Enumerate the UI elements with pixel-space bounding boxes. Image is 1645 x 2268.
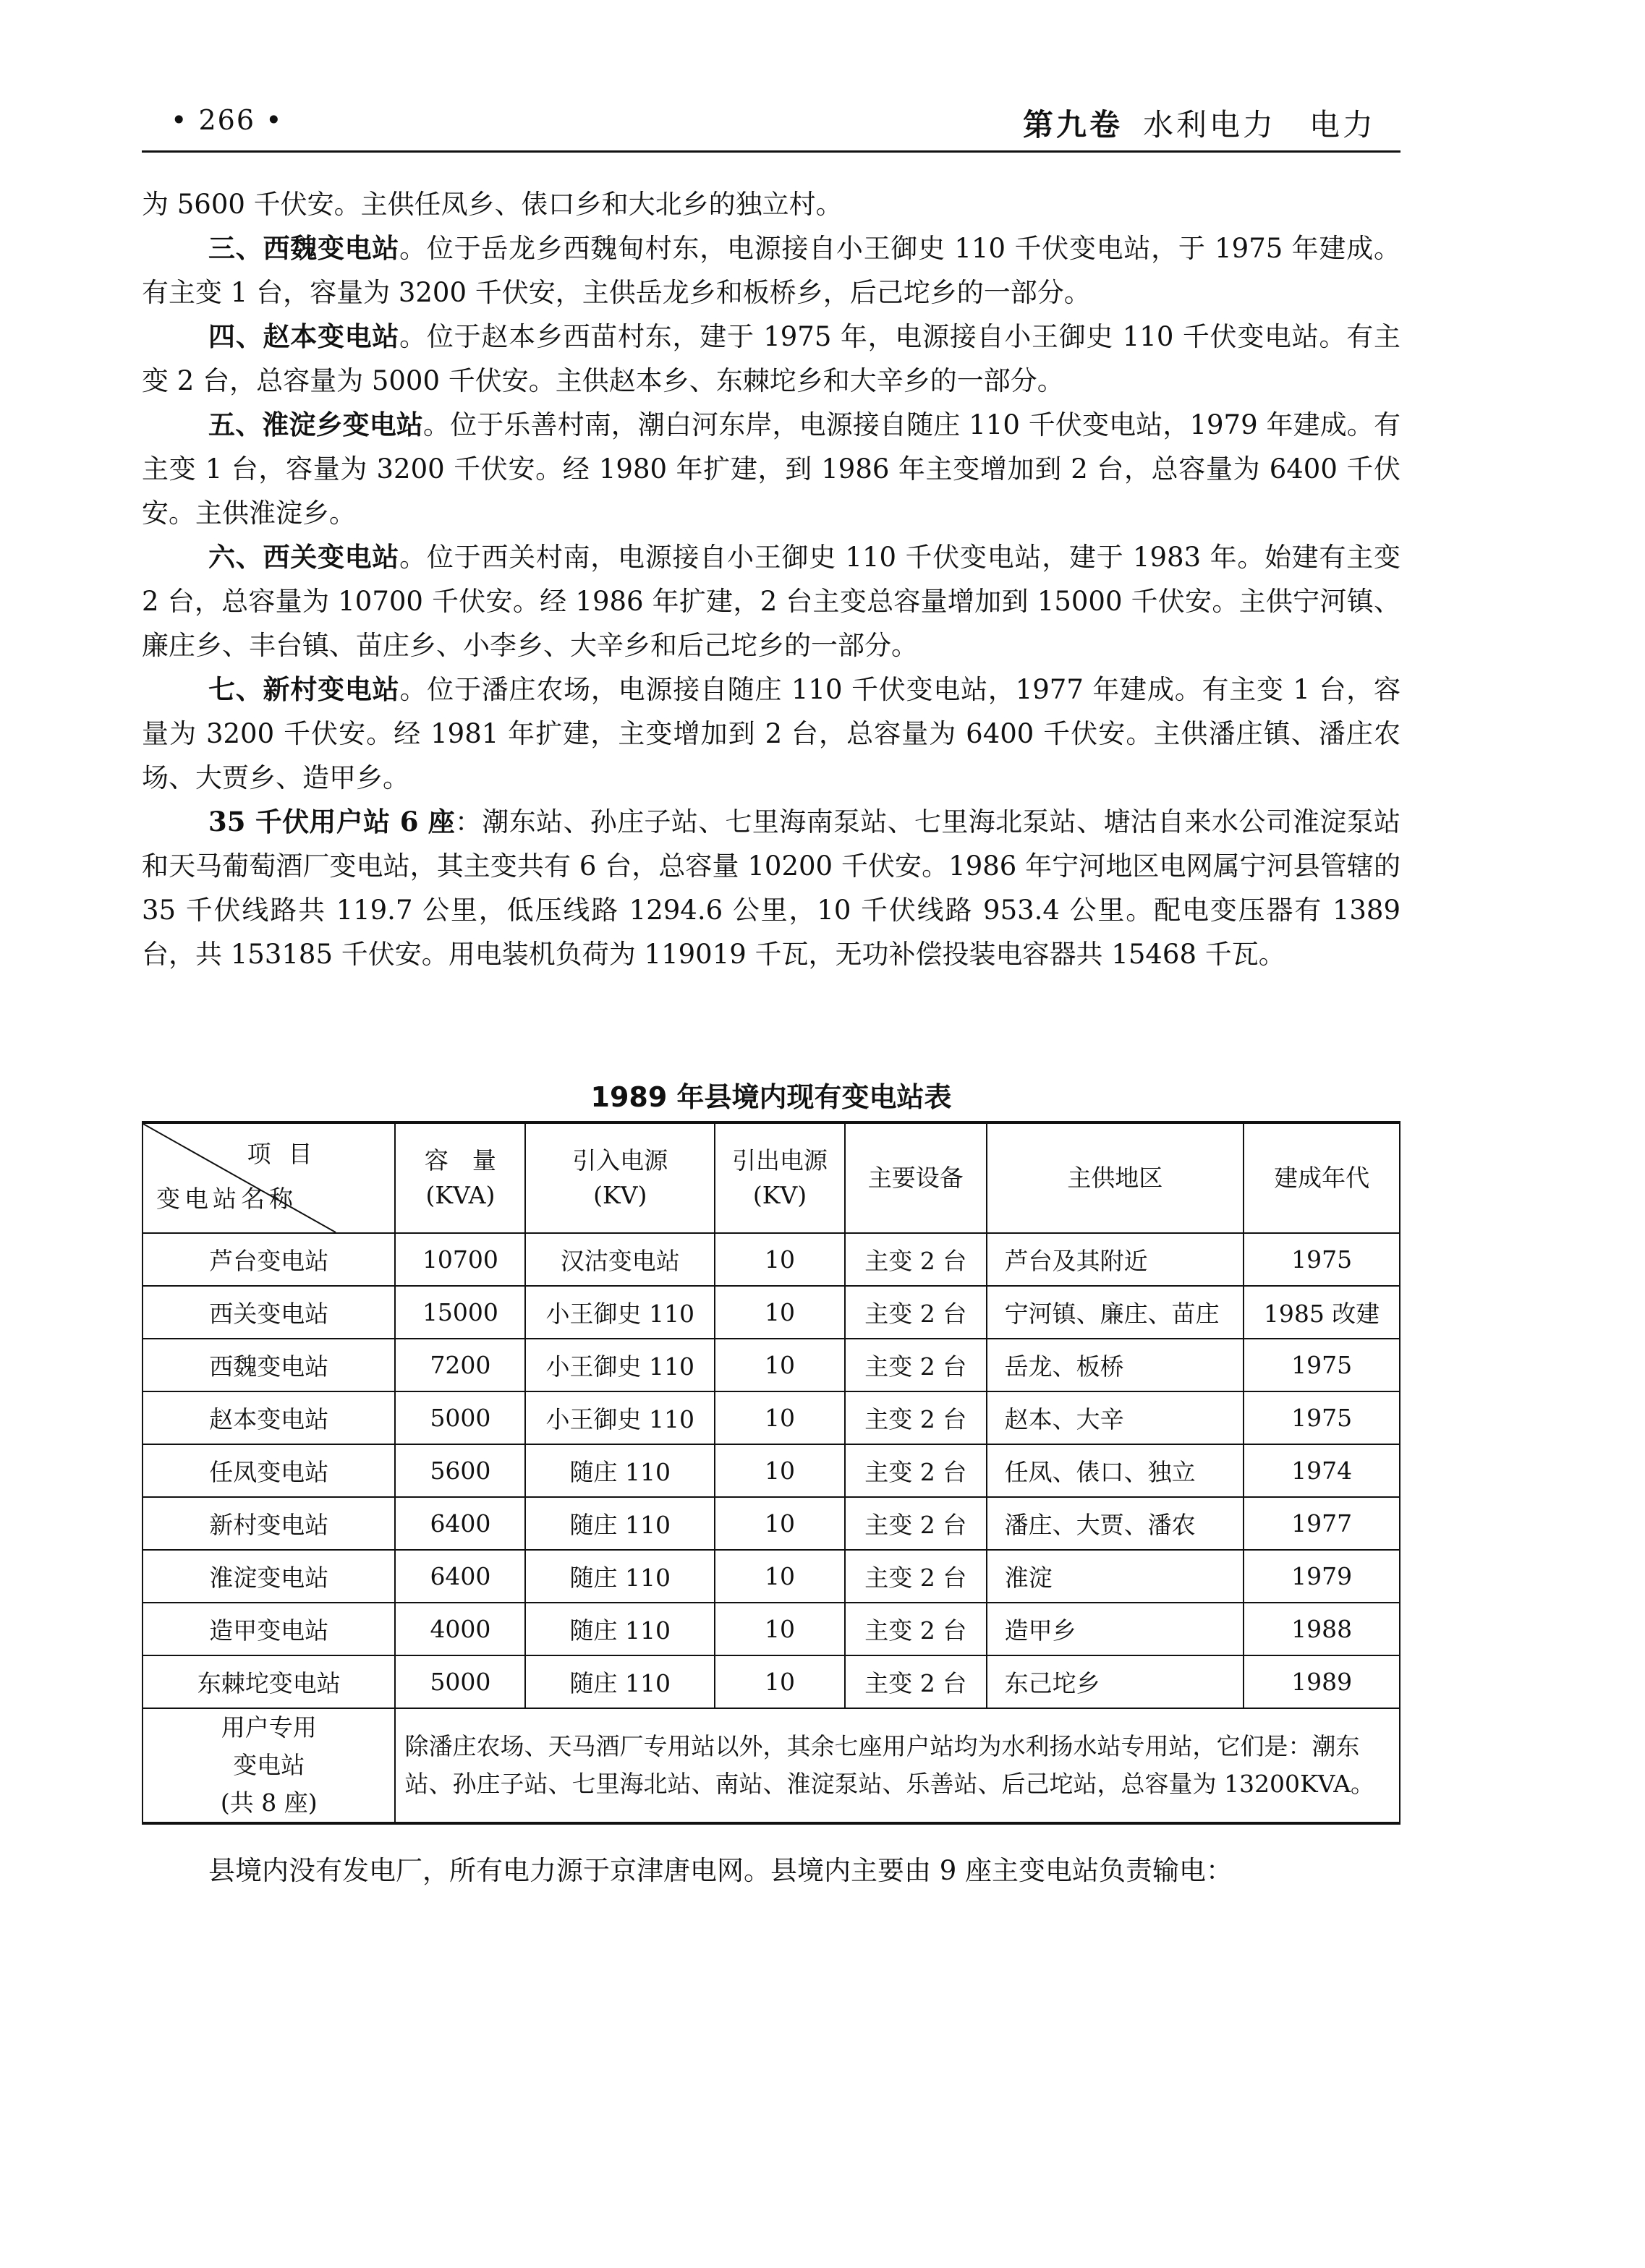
cell-name: 东棘坨变电站 (143, 1655, 395, 1708)
closing-paragraph (142, 1849, 1400, 1893)
table-row (143, 1603, 1400, 1655)
table-row (143, 1444, 1400, 1497)
cell-source-in: 随庄 110 (525, 1655, 715, 1708)
cell-equipment: 主变 2 台 (845, 1286, 987, 1339)
paragraph-lead: 七、新村变电站 (208, 673, 400, 705)
table-row (143, 1233, 1400, 1286)
closing-text: 县境内没有发电厂，所有电力源于京津唐电网。县境内主要由 9 座主变电站负责输电： (208, 1855, 1233, 1886)
cell-area: 岳龙、板桥 (987, 1339, 1244, 1391)
header-item: 项目 (247, 1140, 330, 1168)
paragraph-lead: 三、西魏变电站 (208, 232, 400, 264)
note-text: 除潘庄农场、天马酒厂专用站以外，其余七座用户站均为水利扬水站专用站，它们是：潮东站、孙庄子站、七里海北站、南站、淮淀泵站、乐善站、后己坨站，总容量为 13200KVA。 (395, 1708, 1400, 1823)
note-label: 用户专用 变电站 (共 8 座) (143, 1708, 395, 1823)
cell-equipment: 主变 2 台 (845, 1391, 987, 1444)
cell-year: 1977 (1244, 1497, 1400, 1550)
cell-equipment: 主变 2 台 (845, 1550, 987, 1603)
paragraph-text: 。位于岳龙乡西魏甸村东，电源接自小王御史 110 千伏变电站，于 1975 年建成。有主变 1 台，容量为 3200 千伏安，主供岳龙乡和板桥乡，后己坨乡的一部分。 (142, 233, 1401, 308)
paragraph-lead: 六、西关变电站 (208, 541, 400, 573)
table-row (143, 1339, 1400, 1391)
cell-source-out: 10 (715, 1286, 845, 1339)
cell-equipment: 主变 2 台 (845, 1339, 987, 1391)
paragraph (142, 535, 1400, 668)
paragraph-lead: 35 千伏用户站 6 座 (208, 806, 456, 837)
diagonal-header-cell (143, 1122, 395, 1233)
cell-source-out: 10 (715, 1550, 845, 1603)
paragraph-text: 。位于赵本乡西苗村东，建于 1975 年，电源接自小王御史 110 千伏变电站。有主变 2 台，总容量为 5000 千伏安。主供赵本乡、东棘坨乡和大辛乡的一部分。 (142, 321, 1401, 396)
cell-source-out: 10 (715, 1655, 845, 1708)
cell-source-in: 随庄 110 (525, 1497, 715, 1550)
cell-equipment: 主变 2 台 (845, 1655, 987, 1708)
table-caption: 1989 年县境内现有变电站表 (590, 1081, 952, 1113)
cell-year: 1979 (1244, 1550, 1400, 1603)
paragraph-text: ：潮东站、孙庄子站、七里海南泵站、七里海北泵站、塘沽自来水公司淮淀泵站和天马葡萄酒厂变电站，其主变共有 6 台，总容量 10200 千伏安。1986 年宁河地区电网属宁河县管辖的 35 千伏线路共 119.7 公里，低压线路 1294.6 公里，10 千伏线路 953.4 公里。配电变压器有 1389 台，共 153185 千伏安。用电装机负荷为 119019 千瓦，无功补偿投装电容器共 15468 千瓦。 (142, 806, 1400, 970)
cell-year: 1974 (1244, 1444, 1400, 1497)
header-source-in: 引入电源 (KV) (525, 1122, 715, 1233)
cell-capacity: 10700 (395, 1233, 525, 1286)
table-row (143, 1550, 1400, 1603)
header-equipment: 主要设备 (845, 1122, 987, 1233)
table-row (143, 1286, 1400, 1339)
cell-name: 芦台变电站 (143, 1233, 395, 1286)
header-year: 建成年代 (1244, 1122, 1400, 1233)
paragraph (142, 668, 1400, 800)
paragraph-text: 。位于乐善村南，潮白河东岸，电源接自随庄 110 千伏变电站，1979 年建成。有主变 1 台，容量为 3200 千伏安。经 1980 年扩建，到 1986 年主变增加到 2 台，总容量为 6400 千伏安。主供淮淀乡。 (142, 409, 1400, 529)
cell-source-out: 10 (715, 1233, 845, 1286)
cell-capacity: 7200 (395, 1339, 525, 1391)
body-text (142, 182, 1400, 976)
cell-name: 造甲变电站 (143, 1603, 395, 1655)
cell-year: 1989 (1244, 1655, 1400, 1708)
cell-area: 赵本、大辛 (987, 1391, 1244, 1444)
paragraph-lead: 五、淮淀乡变电站 (208, 409, 423, 440)
cell-source-out: 10 (715, 1603, 845, 1655)
cell-year: 1988 (1244, 1603, 1400, 1655)
table-row (143, 1497, 1400, 1550)
cell-source-out: 10 (715, 1444, 845, 1497)
header-area: 主供地区 (987, 1122, 1244, 1233)
section-label: 水利电力 电力 (1142, 107, 1376, 142)
cell-year: 1975 (1244, 1339, 1400, 1391)
header-station-name: 变电站名称 (156, 1185, 297, 1213)
cell-source-in: 小王御史 110 (525, 1339, 715, 1391)
cell-area: 造甲乡 (987, 1603, 1244, 1655)
cell-capacity: 4000 (395, 1603, 525, 1655)
running-header (1023, 101, 1376, 145)
cell-capacity: 5600 (395, 1444, 525, 1497)
cell-source-out: 10 (715, 1339, 845, 1391)
table-row (143, 1391, 1400, 1444)
volume-label: 第九卷 (1022, 107, 1123, 142)
table-header-row (143, 1122, 1400, 1233)
cell-equipment: 主变 2 台 (845, 1603, 987, 1655)
cell-year: 1975 (1244, 1233, 1400, 1286)
header-rule (142, 150, 1400, 153)
paragraph-text: 。位于西关村南，电源接自小王御史 110 千伏变电站，建于 1983 年。始建有主变 2 台，总容量为 10700 千伏安。经 1986 年扩建，2 台主变总容量增加到 15000 千伏安。主供宁河镇、廉庄乡、丰台镇、苗庄乡、小李乡、大辛乡和后己坨乡的一部分。 (142, 542, 1401, 661)
cell-name: 淮淀变电站 (143, 1550, 395, 1603)
header-source-out: 引出电源 (KV) (715, 1122, 845, 1233)
cell-source-out: 10 (715, 1391, 845, 1444)
cell-source-in: 小王御史 110 (525, 1286, 715, 1339)
paragraph-text: 。位于潘庄农场，电源接自随庄 110 千伏变电站，1977 年建成。有主变 1 台，容量为 3200 千伏安。经 1981 年扩建，主变增加到 2 台，总容量为 6400 千伏安。主供潘庄镇、潘庄农场、大贾乡、造甲乡。 (142, 674, 1401, 793)
paragraph (142, 226, 1400, 315)
cell-capacity: 5000 (395, 1391, 525, 1444)
cell-equipment: 主变 2 台 (845, 1233, 987, 1286)
cell-year: 1985 改建 (1244, 1286, 1400, 1339)
cell-capacity: 6400 (395, 1550, 525, 1603)
cell-area: 东己坨乡 (987, 1655, 1244, 1708)
cell-source-out: 10 (715, 1497, 845, 1550)
note-row (143, 1708, 1400, 1823)
cell-area: 芦台及其附近 (987, 1233, 1244, 1286)
cell-capacity: 15000 (395, 1286, 525, 1339)
cell-source-in: 随庄 110 (525, 1603, 715, 1655)
cell-area: 淮淀 (987, 1550, 1244, 1603)
cell-source-in: 小王御史 110 (525, 1391, 715, 1444)
cell-name: 赵本变电站 (143, 1391, 395, 1444)
page-number: • 266 • (171, 104, 284, 136)
paragraph (142, 182, 1400, 226)
cell-source-in: 汉沽变电站 (525, 1233, 715, 1286)
cell-capacity: 6400 (395, 1497, 525, 1550)
cell-area: 宁河镇、廉庄、苗庄 (987, 1286, 1244, 1339)
cell-area: 潘庄、大贾、潘农 (987, 1497, 1244, 1550)
cell-equipment: 主变 2 台 (845, 1497, 987, 1550)
cell-capacity: 5000 (395, 1655, 525, 1708)
paragraph (142, 315, 1400, 403)
paragraph-lead: 四、赵本变电站 (208, 320, 400, 352)
header-capacity: 容 量 (KVA) (395, 1122, 525, 1233)
cell-equipment: 主变 2 台 (845, 1444, 987, 1497)
paragraph-text: 为 5600 千伏安。主供任凤乡、俵口乡和大北乡的独立村。 (142, 189, 843, 220)
cell-name: 任凤变电站 (143, 1444, 395, 1497)
substation-table (142, 1121, 1400, 1825)
paragraph (142, 800, 1400, 976)
cell-name: 新村变电站 (143, 1497, 395, 1550)
cell-year: 1975 (1244, 1391, 1400, 1444)
cell-name: 西魏变电站 (143, 1339, 395, 1391)
cell-source-in: 随庄 110 (525, 1444, 715, 1497)
cell-source-in: 随庄 110 (525, 1550, 715, 1603)
cell-name: 西关变电站 (143, 1286, 395, 1339)
table-row (143, 1655, 1400, 1708)
paragraph (142, 403, 1400, 535)
cell-area: 任凤、俵口、独立 (987, 1444, 1244, 1497)
